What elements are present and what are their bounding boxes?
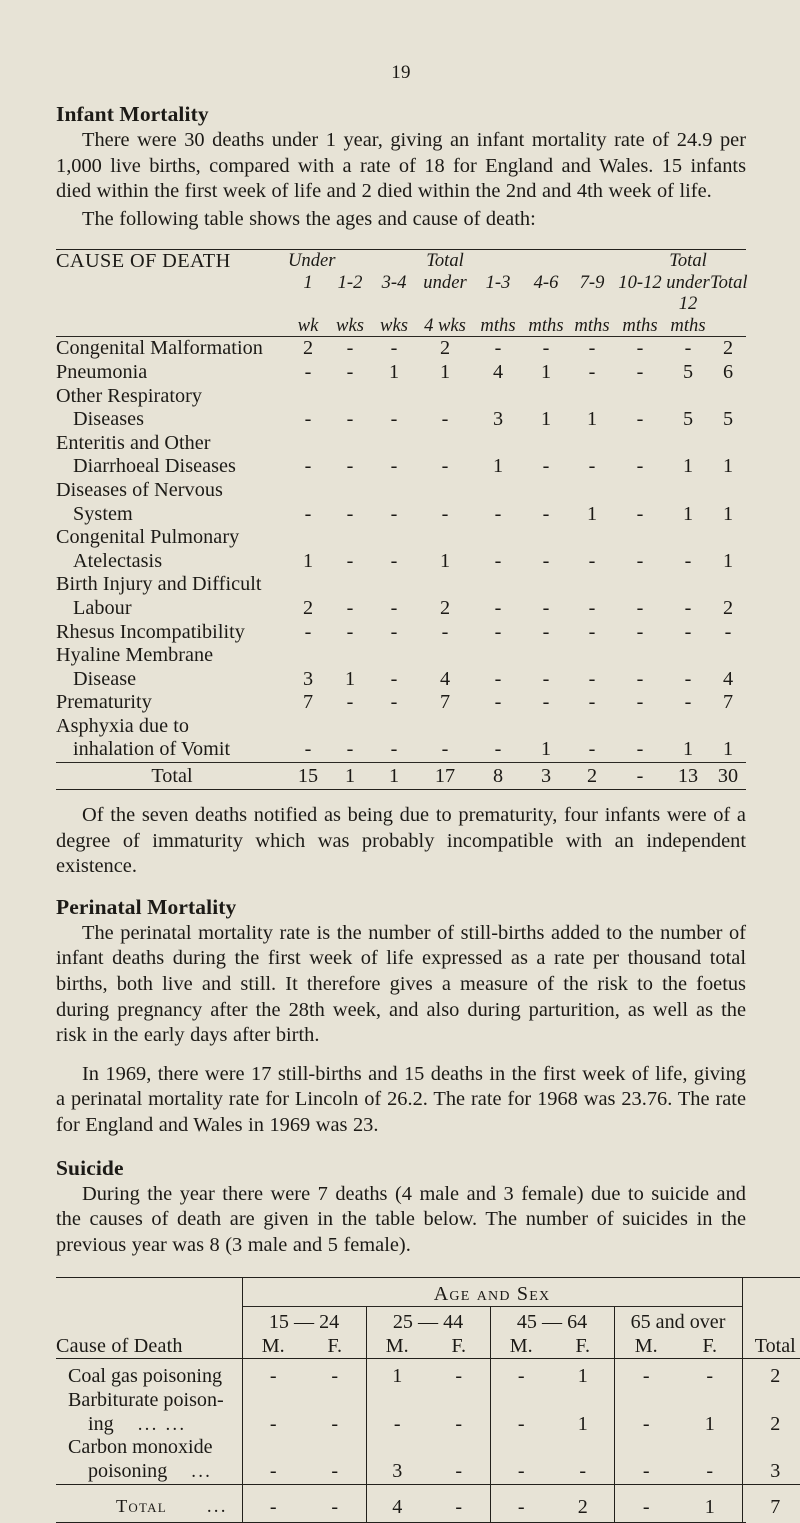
table-cell: - [636,360,644,383]
table-cell: 2 [722,337,734,360]
table-cell: - [706,1365,714,1388]
table-cell: - [636,455,644,478]
range-45-64: 45 — 64 [490,1311,614,1334]
table-row [56,337,746,361]
table-cell: - [494,549,502,572]
section-heading-infant-mortality: Infant Mortality [56,102,209,126]
table-cell: - [490,1413,552,1437]
table-row [56,1460,800,1484]
table-cell: - [390,549,398,572]
sex-m-65-over: M. [614,1335,678,1359]
table-cell: 4 [366,1491,428,1522]
table-row [56,573,746,597]
hdr1-under: Under [288,250,336,272]
range-25-44: 25 — 44 [366,1311,490,1334]
table-cell: - [331,1495,339,1518]
table-cell: - [346,360,354,383]
row-label: inhalation of Vomit [73,738,231,761]
hdr3-c7: mths [574,314,610,336]
row-label: Birth Injury and Difficult [56,573,262,596]
row-label: Labour [73,596,132,619]
row-total: 2 [742,1365,800,1389]
table-cell: 3 [302,667,314,690]
age-and-sex-header: Age and Sex [433,1283,551,1306]
table-cell: - [390,738,398,761]
table-cell: 2 [722,596,734,619]
table-cell: - [390,691,398,714]
hdr2-c7: 7-9 [579,271,605,293]
total-cell: 13 [677,765,699,788]
table-cell: 5 [682,360,694,383]
table-cell: - [304,408,312,431]
table-cell [678,1389,742,1413]
hdr1-c3 [372,250,416,272]
table-row [56,408,746,432]
range-65-over: 65 and over [614,1311,742,1334]
table-row [56,621,746,645]
table-cell: - [441,620,449,643]
table-cell: - [494,502,502,525]
table-cell: - [346,620,354,643]
sex-m-15-24: M. [261,1334,285,1357]
table-cell: 1 [344,667,356,690]
row-label: Pneumonia [56,360,148,383]
row-label: Prematurity [56,691,152,714]
paragraph-suicide-1: During the year there were 7 deaths (4 male and 3 female) due to suicide and the causes of death are given in the table below. The number of suicides in the previous year was 8 (3 male and 5 female). [56,1182,746,1256]
infant-header-row-1 [56,250,746,272]
table-row [56,550,746,574]
table-cell: 3 [366,1460,428,1484]
table-cell: 1 [388,360,400,383]
hdr3-c6: mths [528,314,564,336]
table-cell: - [542,596,550,619]
table-cell: - [588,667,596,690]
row-total [742,1436,800,1460]
table-cell: 1 [722,502,734,525]
table-cell: - [269,1412,277,1435]
row-total [742,1389,800,1413]
table-cell: - [542,667,550,690]
total-cell: 15 [297,765,319,788]
table-cell [242,1436,304,1460]
table-cell: 1 [366,1365,428,1389]
row-label: Carbon monoxide [56,1436,242,1460]
table-cell: - [494,667,502,690]
table-cell: - [304,620,312,643]
table-cell: 6 [722,360,734,383]
table-cell: - [542,455,550,478]
infant-table-total [56,763,746,789]
table-row [56,597,746,621]
infant-table-grid [56,250,746,336]
table-cell: - [542,337,550,360]
table-cell: - [684,549,692,572]
table-cell: - [441,408,449,431]
table-cell [552,1389,614,1413]
table-cell: 3 [492,408,504,431]
table-cell: 5 [682,408,694,431]
table-cell: - [684,691,692,714]
total-cell: 8 [492,765,504,788]
table-cell: - [269,1365,277,1388]
table-cell: - [366,1413,428,1437]
table-row [56,1413,800,1437]
sex-f-65-over: F. [702,1334,718,1357]
hdr2-c3: 3-4 [381,271,407,293]
table-cell: 1 [492,455,504,478]
table-cell: - [331,1460,339,1482]
table-cell: 1 [439,549,451,572]
sex-m-45-64: M. [490,1335,552,1359]
row-label: Rhesus Incompatibility [56,620,245,643]
table-cell: 2 [577,1495,588,1518]
table-cell: - [494,596,502,619]
table-row [56,385,746,409]
table-cell: - [390,502,398,525]
row-label: Asphyxia due to [56,714,190,737]
table-cell [490,1389,552,1413]
table-cell: - [455,1460,463,1482]
total-cell: 17 [434,765,456,788]
table-cell: 7 [722,691,734,714]
table-cell [242,1389,304,1413]
table-cell: - [331,1365,339,1388]
table-cell: - [588,549,596,572]
section-heading-perinatal-mortality: Perinatal Mortality [56,894,237,919]
table-cell: 1 [704,1495,715,1518]
hdr3-c9: 12 mths [670,293,706,336]
table-cell: - [346,596,354,619]
row-label: Barbiturate poison- [56,1389,242,1413]
suicide-total-header: Total [742,1335,800,1359]
table-row [56,691,746,715]
table-cell: 1 [722,549,734,572]
table-cell: - [588,455,596,478]
hdr2-c9: under [666,271,710,293]
hdr1-c10 [710,250,746,272]
table-cell: - [455,1412,463,1435]
table-cell: - [614,1460,678,1484]
hdr1-c6 [522,250,570,272]
table-cell: - [542,620,550,643]
table-cell: - [494,738,502,761]
hdr2-c8: 10-12 [618,271,662,293]
table-cell: - [390,408,398,431]
table-cell: - [490,1365,552,1389]
table-cell: - [346,455,354,478]
hdr3-c1: wk [297,314,319,336]
table-cell: - [346,549,354,572]
table-cell [366,1436,428,1460]
suicide-table-grid [56,1277,800,1521]
hdr3-c10 [710,293,746,336]
total-cell: - [636,765,644,788]
leader-dots: ... [191,1461,213,1482]
table-cell: - [441,502,449,525]
page-number: 19 [391,62,411,83]
table-cell: - [724,620,732,643]
table-row [56,503,746,527]
hdr2-c6: 4-6 [533,271,559,293]
table-cell: 2 [439,337,451,360]
suicide-range-row [56,1311,800,1334]
table-cell [304,1436,366,1460]
hdr2-c1: 1 [303,271,313,293]
hdr2-c4: under [423,271,467,293]
hdr3-c5: mths [480,314,516,336]
table-cell [614,1389,678,1413]
table-cell: - [588,360,596,383]
table-cell: - [304,455,312,478]
paragraph-perinatal-2: In 1969, there were 17 still-births and 15 deaths in the first week of life, giving a perinatal mortality rate for Lincoln of 26.2. The rate for 1968 was 23.76. The rate for England and Wales in 1969 was 23. [56,1062,746,1136]
sex-f-45-64: F. [575,1334,591,1357]
row-label: Coal gas poisoning [56,1365,242,1389]
hdr1-c8 [614,250,666,272]
row-total: 2 [742,1413,800,1437]
table-cell: 1 [704,1412,715,1435]
paragraph-infant-3: Of the seven deaths notified as being due to prematurity, four infants were of a degree of immaturity which was probably incompatible with an independent existence. [56,804,746,878]
table-cell: - [390,596,398,619]
row-label: Other Respiratory [56,384,203,407]
table-cell [304,1389,366,1413]
hdr1-total-4wks: Total [426,250,464,272]
table-cell: - [304,360,312,383]
table-cell: - [636,596,644,619]
table-cell: - [346,738,354,761]
hdr2-c2: 1-2 [337,271,363,293]
row-label: Congenital Malformation [56,337,263,360]
table-cell: 1 [577,1412,588,1435]
table-cell: - [490,1491,552,1522]
table-cell: - [346,337,354,360]
sex-m-25-44: M. [366,1335,428,1359]
table-cell: - [455,1365,463,1388]
table-cell: 2 [302,596,314,619]
infant-cause-header: CAUSE OF DEATH [56,250,231,273]
table-cell [366,1389,428,1413]
hdr2-c5: 1-3 [485,271,511,293]
table-cell: - [455,1495,463,1518]
table-cell: - [614,1491,678,1522]
table-cell [428,1436,490,1460]
total-cell: 1 [344,765,356,788]
section-heading-suicide: Suicide [56,1155,124,1180]
row-label: Diarrhoeal Diseases [73,455,236,478]
table-cell: 5 [722,408,734,431]
row-label: System [73,502,133,525]
table-cell: - [684,620,692,643]
hdr1-c5 [474,250,522,272]
table-cell: - [390,667,398,690]
table-cell: 1 [439,360,451,383]
table-row [56,715,746,739]
table-cell: - [636,408,644,431]
leader-dots: ... ... [137,1413,187,1435]
table-cell: 1 [540,360,552,383]
leader-dots: ... [206,1495,228,1517]
table-cell: 1 [302,549,314,572]
hdr1-total-12mths: Total [669,250,707,272]
total-row [56,763,746,789]
table-row [56,644,746,668]
table-cell: - [269,1460,277,1482]
table-cell: - [636,691,644,714]
table-cell: - [614,1413,678,1437]
hdr3-c2: wks [336,314,364,336]
table-cell: - [390,337,398,360]
table-row [56,432,746,456]
table-cell [678,1436,742,1460]
sex-f-15-24: F. [327,1334,343,1357]
table-cell: - [390,455,398,478]
total-cell: 30 [717,765,739,788]
page-content [56,0,796,1518]
row-total: 7 [742,1491,800,1522]
row-label: Diseases [73,408,145,431]
table-cell: - [304,738,312,761]
table-row [56,361,746,385]
table-cell: - [346,502,354,525]
paragraph-infant-1: There were 30 deaths under 1 year, giving an infant mortality rate of 24.9 per 1,000 live births, compared with a rate of 18 for England and Wales. 15 infants died within the first week of life and 2 died within the 2nd and 4th week of life. [56,129,746,203]
table-cell: - [636,337,644,360]
table-cell: - [588,620,596,643]
hdr3-c4: 4 wks [424,314,466,336]
table-cell: - [684,667,692,690]
total-row [56,1491,800,1522]
row-label: Atelectasis [73,549,163,572]
table-cell: - [494,337,502,360]
table-cell: - [346,691,354,714]
table-cell: - [579,1460,587,1482]
table-cell: 2 [302,337,314,360]
table-cell: - [684,337,692,360]
row-label: poisoning ... [56,1460,242,1484]
table-cell: 4 [439,667,451,690]
suicide-table [56,1277,796,1522]
hdr1-c7 [570,250,614,272]
total-label: Total ... [56,1491,242,1522]
suicide-sex-row [56,1335,800,1359]
row-label: Diseases of Nervous [56,478,223,501]
hdr3-c3: wks [380,314,408,336]
table-cell: - [588,738,596,761]
table-row [56,479,746,503]
paragraph-infant-2: The following table shows the ages and cause of death: [82,207,536,230]
table-cell: - [304,502,312,525]
hdr3-c8: mths [622,314,658,336]
table-cell [552,1436,614,1460]
table-cell: 1 [540,738,552,761]
table-cell: 1 [722,455,734,478]
sex-f-25-44: F. [451,1334,467,1357]
table-cell: 4 [722,667,734,690]
table-cell: - [542,502,550,525]
table-cell: 1 [586,502,598,525]
table-cell: - [441,455,449,478]
table-cell: - [614,1365,678,1389]
table-cell: - [346,408,354,431]
total-cell: 2 [586,765,598,788]
table-row [56,668,746,692]
table-cell: 1 [722,738,734,761]
table-cell: - [542,691,550,714]
table-cell: 1 [577,1365,588,1388]
table-cell: 1 [682,502,694,525]
table-cell: 2 [439,596,451,619]
table-cell: - [636,667,644,690]
total-label: Total [151,765,193,788]
table-cell [428,1389,490,1413]
table-row [56,526,746,550]
table-cell: - [390,620,398,643]
table-cell: 1 [682,455,694,478]
table-cell: - [494,691,502,714]
paragraph-perinatal-1: The perinatal mortality rate is the number of still-births added to the number of infant deaths during the first week of life expressed as a rate per thousand total births, both live and still. It therefore gives a measure of the risk to the foetus during pregnancy after the 28th week, and also during parturition, as well as the risk in the early days after birth. [56,921,746,1047]
infant-mortality-table [56,249,746,790]
table-cell: - [494,620,502,643]
table-cell: 7 [439,691,451,714]
infant-table-body [56,337,746,762]
table-cell: - [542,549,550,572]
hdr2-c10: Total [710,271,748,293]
table-row [56,1436,800,1460]
row-label: ing ... ... [56,1413,242,1437]
row-label: Enteritis and Other [56,431,211,454]
table-cell: - [588,691,596,714]
table-bottom-rule [56,789,746,790]
table-row [56,1365,800,1389]
table-cell: - [636,502,644,525]
table-cell: - [441,738,449,761]
table-cell: - [588,337,596,360]
table-cell: - [706,1460,714,1482]
table-cell: - [636,620,644,643]
table-cell: - [684,596,692,619]
table-cell [614,1436,678,1460]
table-cell: 1 [586,408,598,431]
table-cell: - [331,1412,339,1435]
row-label: Disease [73,667,137,690]
total-cell: 1 [388,765,400,788]
total-cell: 3 [540,765,552,788]
table-cell: - [490,1460,552,1484]
suicide-cause-header: Cause of Death [56,1335,242,1359]
table-cell [490,1436,552,1460]
table-cell: - [588,596,596,619]
table-cell: 1 [540,408,552,431]
table-cell: 1 [682,738,694,761]
row-label: Hyaline Membrane [56,644,214,667]
table-cell: 4 [492,360,504,383]
table-cell: 7 [302,691,314,714]
row-total: 3 [742,1460,800,1484]
range-15-24: 15 — 24 [268,1311,340,1334]
table-cell: - [269,1495,277,1518]
table-row [56,1389,800,1413]
table-row [56,738,746,762]
suicide-group-header-row [56,1283,800,1307]
table-row [56,455,746,479]
table-cell: - [636,738,644,761]
table-cell: - [636,549,644,572]
row-label: Congenital Pulmonary [56,526,240,549]
